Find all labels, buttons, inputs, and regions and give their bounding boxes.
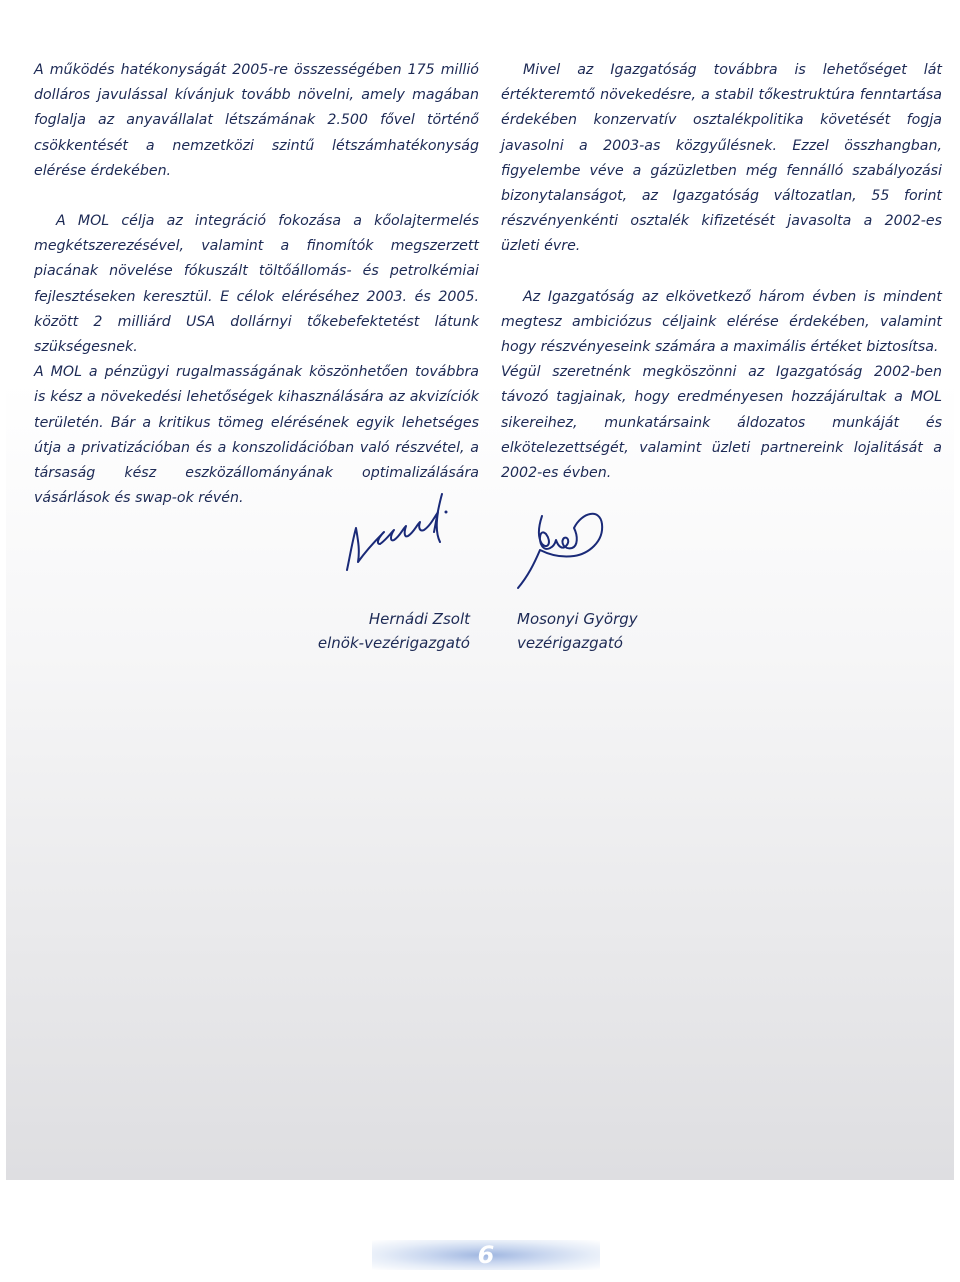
signature-mosonyi	[512, 498, 607, 592]
signer-title: elnök-vezérigazgató	[317, 634, 470, 652]
left-paragraph-2: A MOL célja az integráció fokozása a kőolajtermelés megkétszerezésével, valamint a finomítók megszerzett piacának növelése fókuszált töltőállomás- és petrolkémiai fejlesztéseken keresztül. E célok eléréséhez 2003. és 2005. között 2 milliárd USA dollárnyi tőkebefektetést látunk szükségesnek.	[34, 213, 479, 356]
page-number: 6	[477, 1241, 495, 1269]
right-column	[501, 58, 942, 486]
page-panel	[6, 6, 954, 1180]
right-paragraph-3: Végül szeretnénk megköszönni az Igazgatóság 2002-ben távozó tagjainak, hogy eredményesen hozzájárultak a MOL sikereihez, munkatársaink áldozatos munkáját és elkötelezettségét, valamint üzleti partnereink lojalitását a 2002-es évben.	[501, 364, 942, 482]
signer-name: Hernádi Zsolt	[368, 610, 470, 628]
page-number-band	[372, 1240, 600, 1270]
left-column	[34, 58, 479, 511]
signer-name: Mosonyi György	[517, 610, 638, 628]
signature-hernadi	[338, 488, 458, 578]
signer-mosonyi	[517, 607, 638, 655]
left-paragraph-3: A MOL a pénzügyi rugalmasságának köszönhetően továbbra is kész a növekedési lehetőségek kihasználására az akvizíciók területén. Bár a kritikus tömeg elérésének egyik lehetséges útja a privatizációban és a konszolidációban való részvétel, a társaság kész eszközállományának optimalizálására vásárlások és swap-ok révén.	[34, 364, 479, 507]
right-paragraph-2: Az Igazgatóság az elkövetkező három évben is mindent megtesz ambiciózus céljaink elérése érdekében, valamint hogy részvényeseink számára a maximális értéket biztosítsa.	[501, 288, 942, 356]
right-paragraph-1: Mivel az Igazgatóság továbbra is lehetőséget lát értékteremtő növekedésre, a stabil tőkestruktúra fenntartása érdekében konzervatív osztalékpolitika követését fogja javasolni a 2003-as közgyűlésnek. Ezzel összhangban, figyelembe véve a gázüzletben még fennálló szabályozási bizonytalanságot, az Igazgatóság változatlan, 55 forint részvényenkénti osztalék kifizetését javasolta a 2002-es üzleti évre.	[501, 62, 942, 255]
signer-hernadi	[318, 607, 470, 655]
signer-title: vezérigazgató	[517, 634, 623, 652]
left-paragraph-1: A működés hatékonyságát 2005-re összességében 175 millió dolláros javulással kívánjuk tovább növelni, amely magában foglalja az anyavállalat létszámának 2.500 fővel történő csökkentését a nemzetközi szintű létszámhatékonyság elérése érdekében.	[34, 62, 479, 179]
